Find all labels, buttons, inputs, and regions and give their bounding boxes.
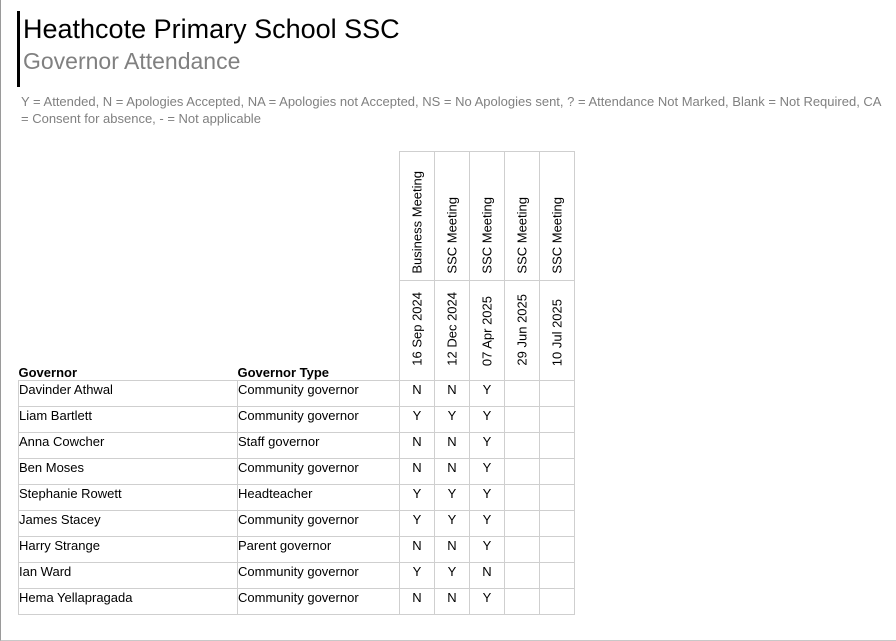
attendance-mark: Y <box>470 433 505 459</box>
attendance-mark <box>505 381 540 407</box>
meeting-type-header-3 <box>470 152 505 281</box>
attendance-mark <box>540 563 575 589</box>
governor-name: James Stacey <box>19 511 238 537</box>
attendance-mark <box>505 433 540 459</box>
attendance-mark: N <box>400 459 435 485</box>
attendance-mark <box>505 407 540 433</box>
table-row <box>19 433 575 459</box>
meeting-type-label: SSC Meeting <box>549 197 565 274</box>
governor-type: Community governor <box>238 563 400 589</box>
attendance-mark: Y <box>435 485 470 511</box>
attendance-mark <box>540 511 575 537</box>
attendance-mark: Y <box>470 407 505 433</box>
attendance-mark: Y <box>400 485 435 511</box>
attendance-mark: Y <box>470 537 505 563</box>
attendance-mark: Y <box>400 407 435 433</box>
meeting-date-label: 29 Jun 2025 <box>514 294 530 366</box>
meeting-type-header-5 <box>540 152 575 281</box>
meeting-date-header-1 <box>400 281 435 381</box>
header-spacer <box>19 152 400 281</box>
table-row <box>19 511 575 537</box>
attendance-mark <box>540 589 575 615</box>
attendance-mark: Y <box>435 563 470 589</box>
governor-type: Community governor <box>238 459 400 485</box>
governor-column-header: Governor <box>18 365 78 380</box>
meeting-date-header-row <box>19 281 575 381</box>
attendance-table <box>18 151 575 615</box>
school-name: Heathcote Primary School SSC <box>23 14 400 44</box>
governor-name: Anna Cowcher <box>19 433 238 459</box>
attendance-mark: Y <box>470 485 505 511</box>
meeting-type-label: SSC Meeting <box>514 197 530 274</box>
attendance-mark <box>505 459 540 485</box>
governor-type: Parent governor <box>238 537 400 563</box>
report-title: Governor Attendance <box>23 48 241 74</box>
meeting-date-label: 10 Jul 2025 <box>549 298 565 366</box>
attendance-mark: N <box>400 381 435 407</box>
attendance-mark: Y <box>400 563 435 589</box>
governor-type: Headteacher <box>238 485 400 511</box>
attendance-mark: N <box>435 537 470 563</box>
attendance-mark <box>540 485 575 511</box>
governor-name: Hema Yellapragada <box>19 589 238 615</box>
governor-type: Community governor <box>238 589 400 615</box>
attendance-mark: N <box>435 589 470 615</box>
table-row <box>19 485 575 511</box>
table-row <box>19 459 575 485</box>
attendance-mark <box>505 511 540 537</box>
meeting-date-header-4 <box>505 281 540 381</box>
attendance-mark: Y <box>435 511 470 537</box>
meeting-date-label: 07 Apr 2025 <box>479 295 495 366</box>
meeting-date-header-3 <box>470 281 505 381</box>
title-block <box>17 11 400 87</box>
meeting-type-label: SSC Meeting <box>479 197 495 274</box>
attendance-legend: Y = Attended, N = Apologies Accepted, NA = Apologies not Accepted, NS = No Apologies sent, ? = Attendance Not Marked, Blank = Not Required, CA = Consent for absence, - = Not applicable <box>21 94 881 126</box>
meeting-date-label: 12 Dec 2024 <box>444 292 460 366</box>
meeting-date-label: 16 Sep 2024 <box>409 292 425 366</box>
attendance-mark <box>540 407 575 433</box>
attendance-mark <box>540 459 575 485</box>
table-row <box>19 407 575 433</box>
table-row <box>19 381 575 407</box>
meeting-type-label: Business Meeting <box>409 171 425 274</box>
meeting-type-header-row <box>19 152 575 281</box>
attendance-mark <box>540 537 575 563</box>
attendance-mark: Y <box>470 589 505 615</box>
meeting-date-header-5 <box>540 281 575 381</box>
attendance-mark: Y <box>400 511 435 537</box>
meeting-date-header-2 <box>435 281 470 381</box>
table-row <box>19 589 575 615</box>
attendance-mark <box>540 381 575 407</box>
table-row <box>19 537 575 563</box>
meeting-type-header-4 <box>505 152 540 281</box>
attendance-mark <box>505 485 540 511</box>
attendance-mark <box>505 537 540 563</box>
attendance-mark: Y <box>470 381 505 407</box>
governor-type: Staff governor <box>238 433 400 459</box>
attendance-mark <box>540 433 575 459</box>
meeting-type-header-1 <box>400 152 435 281</box>
attendance-mark: N <box>400 537 435 563</box>
attendance-mark: N <box>435 459 470 485</box>
governor-name: Ben Moses <box>19 459 238 485</box>
attendance-mark: N <box>435 381 470 407</box>
attendance-mark: N <box>400 433 435 459</box>
governor-name: Davinder Athwal <box>19 381 238 407</box>
attendance-mark: Y <box>470 511 505 537</box>
governor-name: Ian Ward <box>19 563 238 589</box>
attendance-mark <box>505 589 540 615</box>
governor-type: Community governor <box>238 511 400 537</box>
attendance-mark: N <box>470 563 505 589</box>
governor-name: Harry Strange <box>19 537 238 563</box>
table-row <box>19 563 575 589</box>
attendance-mark: Y <box>435 407 470 433</box>
attendance-mark: N <box>400 589 435 615</box>
meeting-type-label: SSC Meeting <box>444 197 460 274</box>
governor-type-column-header: Governor Type <box>237 365 330 380</box>
meeting-type-header-2 <box>435 152 470 281</box>
governor-type: Community governor <box>238 381 400 407</box>
attendance-mark: Y <box>470 459 505 485</box>
governor-type: Community governor <box>238 407 400 433</box>
attendance-mark <box>505 563 540 589</box>
governor-name: Liam Bartlett <box>19 407 238 433</box>
governor-name: Stephanie Rowett <box>19 485 238 511</box>
attendance-mark: N <box>435 433 470 459</box>
